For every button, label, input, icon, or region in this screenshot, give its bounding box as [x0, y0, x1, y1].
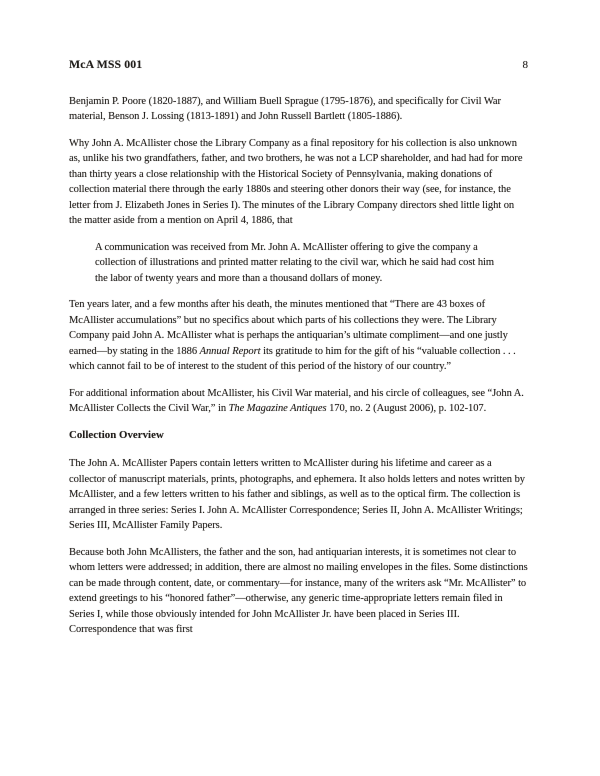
- collection-overview-heading: Collection Overview: [69, 428, 164, 441]
- minutes-block-quote: A communication was received from Mr. John A. McAllister offering to give the company a collection of illustrations and printed matter relating to the civil war, which he said had cost him the labor of twenty years and more than a thousand dollars of money.: [95, 241, 495, 284]
- magazine-antiques-title: The Magazine Antiques: [228, 403, 327, 414]
- annual-report-title: Annual Report: [199, 345, 261, 357]
- paragraph-additional-info-continued: 170, no. 2 (August 2006), p. 102-107.: [326, 403, 487, 414]
- page-header: [69, 57, 528, 74]
- paragraph-ten-years-later: [69, 297, 528, 375]
- paragraph-collectors: Benjamin P. Poore (1820-1887), and William Buell Sprague (1795-1876), and specifically for Civil War material, Benson J. Lossing (1813-1891) and John Russell Bartlett (1805-1886).: [69, 95, 501, 122]
- paragraph-additional-info-text: For additional information about McAllister, his Civil War material, and his circle of colleagues, see “John A. McAllister Collects the Civil War,” in: [69, 387, 524, 414]
- paragraph-additional-info: [69, 386, 528, 417]
- text-block: [69, 57, 528, 649]
- page-number: 8: [522, 59, 528, 71]
- paragraph-ten-years-later-text: Ten years later, and a few months after his death, the minutes mentioned that “There are 43 boxes of McAllister accumulations” but no specifics about which parts of his collections they were. The Library Company paid John A. McAllister what is perhaps the antiquarian’s ultimate compliment—and one justly earned—by stating in the 1886: [69, 299, 508, 357]
- paragraph-collection-contents: The John A. McAllister Papers contain letters written to McAllister during his lifetime and career as a collector of manuscript materials, prints, photographs, and ephemera. It also holds letters and notes written by McAllister, and a few letters written to his father and siblings, as well as to the optical firm. The collection is arranged in three series: Series I. John A. McAllister Correspondence; Series II, John A. McAllister Writings; Series III, McAllister Family Papers.: [69, 458, 525, 531]
- paragraph-repository-choice: Why John A. McAllister chose the Library Company as a final repository for his collection is also unknown as, unlike his two grandfathers, father, and two brothers, he was not a LCP shareholder, and had had for more than thirty years a close relationship with the Historical Society of Pennsylvania, making donations of collection material there through the early 1880s and steering other donors their way (see, for instance, the letter from J. Elizabeth Jones in Series I). The minutes of the Library Company directors shed little light on the matter aside from a mention on April 4, 1886, that: [69, 137, 523, 226]
- collection-id: McA MSS 001: [69, 57, 143, 71]
- paragraph-series-distinctions: Because both John McAllisters, the father and the son, had antiquarian interests, it is sometimes not clear to whom letters were addressed; in addition, there are almost no mailing envelopes in the files. Some distinctions can be made through content, date, or commentary—for instance, many of the writers ask “Mr. McAllister” to extend greetings to his “honored father”—otherwise, any generic time-appropriate letters remain filed in Series I, while those obviously intended for John McAllister Jr. have been placed in Series III. Correspondence that was first: [69, 546, 528, 635]
- paragraph-ten-years-later-continued: its gratitude to him for the gift of his “valuable collection . . . which cannot fail to be of interest to the student of this period of the history of our country.”: [69, 345, 516, 372]
